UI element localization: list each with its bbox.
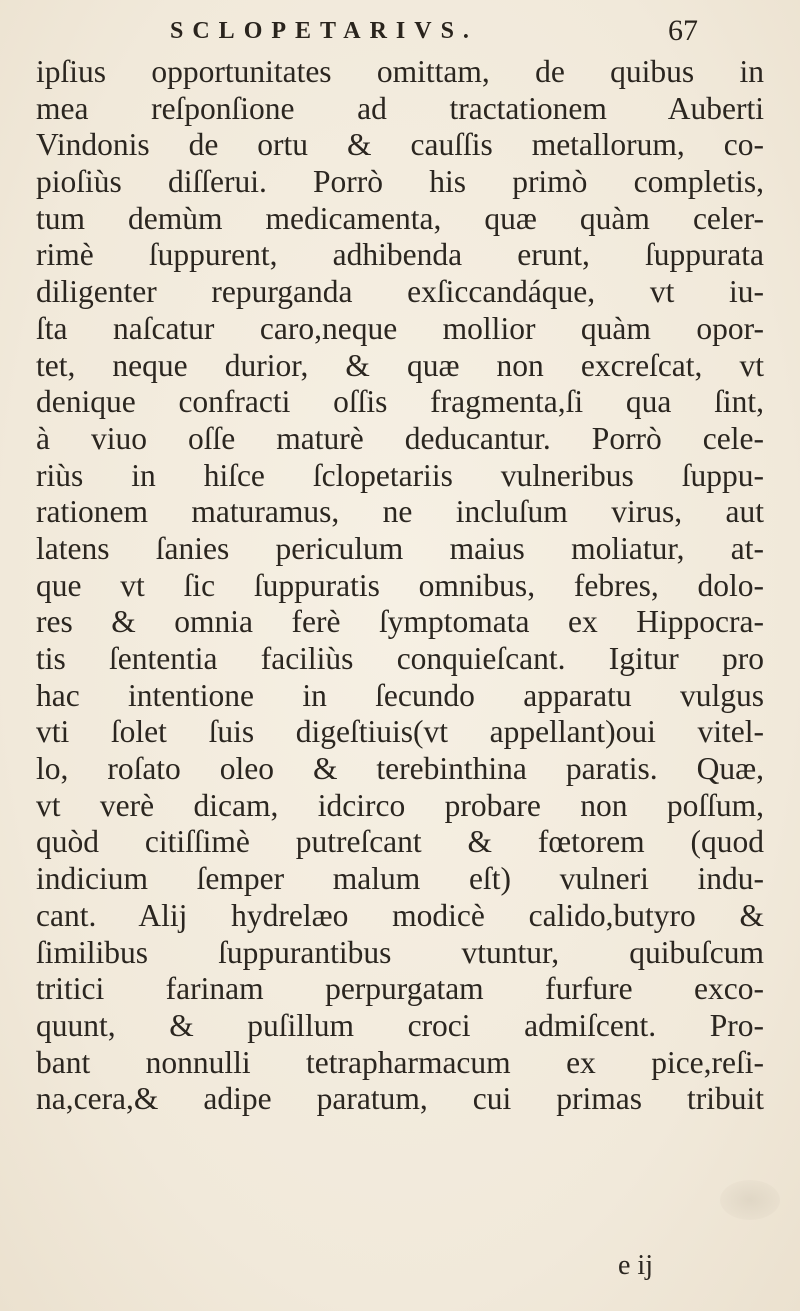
text-line: tet, neque durior, & quæ non excreſcat, vt xyxy=(36,347,764,383)
paper-stain xyxy=(720,1180,780,1220)
text-line: tritici farinam perpurgatam furfure exco- xyxy=(36,971,764,1007)
signature-mark: e ij xyxy=(618,1250,653,1281)
page-number: 67 xyxy=(668,14,698,47)
running-head: SCLOPETARIVS. xyxy=(170,18,478,44)
text-line: tis ſententia faciliùs conquieſcant. Igitur pro xyxy=(36,641,764,676)
text-line: que vt ſic ſuppuratis omnibus, febres, dolo- xyxy=(36,567,764,603)
text-line: indicium ſemper malum eſt) vulneri indu- xyxy=(36,861,764,897)
text-line: ſta naſcatur caro,neque mollior quàm opor- xyxy=(36,310,764,346)
text-line: lo, roſato oleo & terebinthina paratis. Quæ, xyxy=(36,751,764,787)
text-line: latens ſanies periculum maius moliatur, at- xyxy=(36,530,764,566)
text-line: cant. Alij hydrelæo modicè calido,butyro & xyxy=(36,897,764,933)
text-line: quòd citiſſimè putreſcant & fœtorem (quod xyxy=(36,824,764,860)
text-line: quunt, & puſillum croci admiſcent. Pro- xyxy=(36,1007,764,1043)
text-line: ipſius opportunitates omittam, de quibus in xyxy=(36,54,764,89)
text-line: hac intentione in ſecundo apparatu vulgus xyxy=(36,677,764,713)
text-line: ſimilibus ſuppurantibus vtuntur, quibuſcum xyxy=(36,934,764,970)
text-line: pioſiùs diſſerui. Porrò his primò completis, xyxy=(36,164,764,200)
text-line: à viuo oſſe maturè deducantur. Porrò cele- xyxy=(36,420,764,456)
text-line: tum demùm medicamenta, quæ quàm celer- xyxy=(36,200,764,236)
text-line: riùs in hiſce ſclopetariis vulneribus ſuppu- xyxy=(36,457,764,493)
page-header xyxy=(170,14,730,54)
text-line: Vindonis de ortu & cauſſis metallorum, co- xyxy=(36,127,764,163)
text-line: rimè ſuppurent, adhibenda erunt, ſuppurata xyxy=(36,237,764,273)
text-line: mea reſponſione ad tractationem Auberti xyxy=(36,90,764,126)
text-line: rationem maturamus, ne incluſum virus, aut xyxy=(36,494,764,530)
text-line: diligenter repurganda exſiccandáque, vt iu- xyxy=(36,274,764,310)
text-line: res & omnia ferè ſymptomata ex Hippocra- xyxy=(36,604,764,640)
text-line: denique confracti oſſis fragmenta,ſi qua ſint, xyxy=(36,384,764,420)
body-text xyxy=(36,54,764,1118)
text-line: bant nonnulli tetrapharmacum ex pice,reſi- xyxy=(36,1044,764,1080)
text-line: vti ſolet ſuis digeſtiuis(vt appellant)oui vitel- xyxy=(36,714,764,750)
text-line: na,cera,& adipe paratum, cui primas tribuit xyxy=(36,1081,764,1117)
text-line: vt verè dicam, idcirco probare non poſſum, xyxy=(36,787,764,823)
